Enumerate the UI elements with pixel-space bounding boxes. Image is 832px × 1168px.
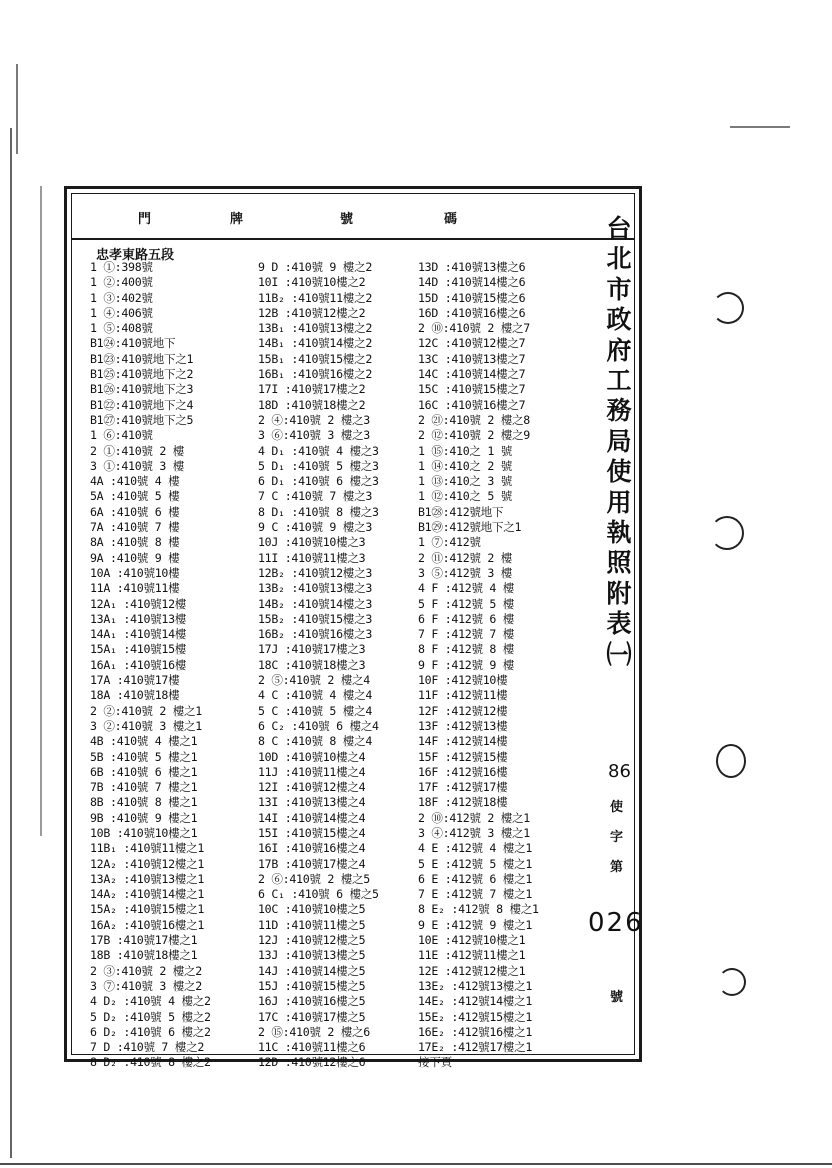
address-entry: 11I :410號11樓之3 (258, 550, 366, 565)
address-entry: 10B :410號10樓之1 (90, 825, 198, 840)
address-entry: 1 ⑬:410之 3 號 (418, 474, 513, 489)
side-title-char: 使 (606, 457, 632, 487)
address-entry: 15D :410號15樓之6 (418, 290, 526, 305)
address-entry: 4 D₁ :410號 4 樓之3 (258, 443, 379, 458)
address-entry: 2 ③:410號 2 樓之2 (90, 963, 202, 978)
address-entry: 16A₁ :410號16樓 (90, 657, 187, 672)
address-entry: 11A :410號11樓 (90, 581, 180, 596)
address-entry: 2 ②:410號 2 樓之1 (90, 703, 202, 718)
address-entry: 17C :410號17樓之5 (258, 1009, 366, 1024)
address-entry: 16C :410號16樓之7 (418, 397, 526, 412)
address-entry: 15A₁ :410號15樓 (90, 642, 187, 657)
address-entry: 1 ②:400號 (90, 275, 153, 290)
address-entry: 6 C₁ :410號 6 樓之5 (258, 887, 379, 902)
address-entry: 10C :410號10樓之5 (258, 902, 366, 917)
address-entry: 6 F :412號 6 樓 (418, 611, 515, 626)
side-document-number: 026 (588, 908, 644, 938)
address-entry: B1㉙:412號地下之1 (418, 520, 522, 535)
address-entry: 16D :410號16樓之6 (418, 305, 526, 320)
address-entry: 6 E :412號 6 樓之1 (418, 871, 533, 886)
address-entry: 2 ⑩:410號 2 樓之7 (418, 321, 530, 336)
address-entry: B1㉓:410號地下之1 (90, 351, 194, 366)
address-entry: 15B₁ :410號15樓之2 (258, 351, 373, 366)
address-entry: B1㉖:410號地下之3 (90, 382, 194, 397)
address-entry: 13A₁ :410號13樓 (90, 611, 187, 626)
side-title-char: 府 (606, 335, 632, 365)
address-entry: 11C :410號11樓之6 (258, 1040, 366, 1055)
address-entry: 5 F :412號 5 樓 (418, 596, 515, 611)
address-entry: 2 ⑩:412號 2 樓之1 (418, 810, 530, 825)
scan-edge-line (730, 126, 790, 128)
address-entry: 10I :410號10樓之2 (258, 275, 366, 290)
side-char-hao: 號 (610, 990, 624, 1005)
address-entry: 16I :410號16樓之4 (258, 841, 366, 856)
address-column-1 (90, 260, 255, 1071)
address-entry: 4B :410號 4 樓之1 (90, 734, 198, 749)
address-entry: 10F :412號10樓 (418, 673, 508, 688)
address-entry: 5 D₁ :410號 5 樓之3 (258, 458, 379, 473)
address-entry: 14B₂ :410號14樓之3 (258, 596, 373, 611)
address-entry: 17B :410號17樓之4 (258, 856, 366, 871)
address-entry: 10E :412號10樓之1 (418, 933, 526, 948)
address-entry: 13J :410號13樓之5 (258, 948, 366, 963)
address-entry: 1 ⑤:408號 (90, 321, 153, 336)
address-entry: 3 ②:410號 3 樓之1 (90, 718, 202, 733)
address-entry: 10D :410號10樓之4 (258, 749, 366, 764)
address-entry: 11E :412號11樓之1 (418, 948, 526, 963)
punch-hole (710, 516, 744, 550)
address-entry: 7 C :410號 7 樓之3 (258, 489, 373, 504)
side-char: 字 (610, 830, 624, 845)
side-title-char: 執 (606, 518, 632, 548)
side-title-char: 台 (606, 214, 632, 243)
header-cell: 牌 (230, 212, 244, 227)
address-entry: 16B₂ :410號16樓之3 (258, 627, 373, 642)
side-title-char: ㈠ (606, 639, 632, 669)
address-entry: 5B :410號 5 樓之1 (90, 749, 198, 764)
address-entry: 8 E₂ :412號 8 樓之1 (418, 902, 539, 917)
address-entry: 15I :410號15樓之4 (258, 825, 366, 840)
address-entry: 11F :412號11樓 (418, 688, 508, 703)
address-entry: B1㉘:412號地下 (418, 504, 504, 519)
address-entry: 8 D₁ :410號 8 樓之3 (258, 504, 379, 519)
side-title-char: 工 (606, 366, 632, 396)
address-entry: 10J :410號10樓之3 (258, 535, 366, 550)
address-entry: 2 ④:410號 2 樓之3 (258, 412, 370, 427)
scan-edge-line (0, 1163, 832, 1165)
address-entry: 9 C :410號 9 樓之3 (258, 520, 373, 535)
address-entry: 17E₂ :412號17樓之1 (418, 1040, 533, 1055)
side-title-char: 用 (606, 487, 632, 517)
address-entry: 14A₂ :410號14樓之1 (90, 887, 205, 902)
address-entry: 2 ⑥:410號 2 樓之5 (258, 871, 370, 886)
address-entry: 14I :410號14樓之4 (258, 810, 366, 825)
address-entry: 9B :410號 9 樓之1 (90, 810, 198, 825)
address-entry: 5 C :410號 5 樓之4 (258, 703, 373, 718)
address-entry: 18D :410號18樓之2 (258, 397, 366, 412)
address-entry: 13F :412號13樓 (418, 718, 508, 733)
address-entry: 11J :410號11樓之4 (258, 764, 366, 779)
side-title-char: 務 (606, 396, 632, 426)
address-entry: 接下頁 (418, 1055, 452, 1070)
address-entry: 14C :410號14樓之7 (418, 367, 526, 382)
address-entry: 4 E :412號 4 樓之1 (418, 841, 533, 856)
address-entry: 12J :410號12樓之5 (258, 933, 366, 948)
address-entry: 14J :410號14樓之5 (258, 963, 366, 978)
punch-hole (712, 292, 744, 324)
address-entry: 16J :410號16樓之5 (258, 994, 366, 1009)
address-entry: 6 C₂ :410號 6 樓之4 (258, 718, 379, 733)
address-entry: 9A :410號 9 樓 (90, 550, 180, 565)
side-title-char: 北 (606, 244, 632, 274)
address-entry: 17A :410號17樓 (90, 673, 180, 688)
address-entry: 8A :410號 8 樓 (90, 535, 180, 550)
scan-edge-line (10, 128, 12, 1158)
address-entry: 15B₂ :410號15樓之3 (258, 611, 373, 626)
table-inner-border (71, 193, 635, 1070)
table-header-row (72, 194, 634, 240)
address-entry: 12E :412號12樓之1 (418, 963, 526, 978)
address-column-3 (418, 260, 583, 1071)
address-entry: 3 ⑦:410號 3 樓之2 (90, 978, 202, 993)
address-entry: 8 D₂ :410號 8 樓之2 (90, 1055, 211, 1070)
address-entry: 1 ⑦:412號 (418, 535, 481, 550)
address-entry: 2 ①:410號 2 樓 (90, 443, 185, 458)
side-title-char: 照 (606, 548, 632, 578)
address-entry: 13C :410號13樓之7 (418, 351, 526, 366)
address-entry: 4 F :412號 4 樓 (418, 581, 515, 596)
address-entry: 3 ④:412號 3 樓之1 (418, 825, 530, 840)
address-entry: 1 ①:398號 (90, 260, 153, 274)
address-entry: 12B :410號12樓之2 (258, 305, 366, 320)
address-entry: 1 ⑫:410之 5 號 (418, 489, 513, 504)
address-entry: 12A₂ :410號12樓之1 (90, 856, 205, 871)
address-entry: 15F :412號15樓 (418, 749, 508, 764)
address-entry: 5A :410號 5 樓 (90, 489, 180, 504)
address-entry: 2 ⑫:410號 2 樓之9 (418, 428, 530, 443)
side-title (604, 214, 634, 670)
address-entry: 8 F :412號 8 樓 (418, 642, 515, 657)
address-entry: 12D :410號12樓之6 (258, 1055, 366, 1070)
address-entry: 18B :410號18樓之1 (90, 948, 198, 963)
punch-hole (718, 968, 746, 996)
address-entry: 13D :410號13樓之6 (418, 260, 526, 274)
address-entry: 16A₂ :410號16樓之1 (90, 917, 205, 932)
address-entry: B1㉒:410號地下之4 (90, 397, 194, 412)
address-entry: 4A :410號 4 樓 (90, 474, 180, 489)
header-cell: 門 (138, 212, 152, 227)
address-entry: 4 D₂ :410號 4 樓之2 (90, 994, 211, 1009)
address-entry: 1 ③:402號 (90, 290, 153, 305)
address-entry: 14B₁ :410號14樓之2 (258, 336, 373, 351)
address-entry: B1㉕:410號地下之2 (90, 367, 194, 382)
address-entry: 15A₂ :410號15樓之1 (90, 902, 205, 917)
address-entry: 17F :412號17樓 (418, 780, 508, 795)
address-entry: 8B :410號 8 樓之1 (90, 795, 198, 810)
punch-hole (716, 744, 746, 778)
address-entry: 3 ⑥:410號 3 樓之3 (258, 428, 370, 443)
address-entry: 3 ⑤:412號 3 樓 (418, 565, 513, 580)
address-entry: 10A :410號10樓 (90, 565, 180, 580)
address-entry: 9 F :412號 9 樓 (418, 657, 515, 672)
address-entry: 6B :410號 6 樓之1 (90, 764, 198, 779)
address-entry: 5 E :412號 5 樓之1 (418, 856, 533, 871)
address-entry: 18C :410號18樓之3 (258, 657, 366, 672)
address-entry: 14A₁ :410號14樓 (90, 627, 187, 642)
address-entry: 3 ①:410號 3 樓 (90, 458, 185, 473)
address-entry: 17I :410號17樓之2 (258, 382, 366, 397)
side-char: 使 (610, 800, 624, 815)
address-entry: 2 ⑤:410號 2 樓之4 (258, 673, 370, 688)
address-entry: 18F :412號18樓 (418, 795, 508, 810)
address-entry: 7 D :410號 7 樓之2 (90, 1040, 205, 1055)
address-entry: 11D :410號11樓之5 (258, 917, 366, 932)
address-entry: 2 ⑪:412號 2 樓 (418, 550, 513, 565)
address-entry: 6A :410號 6 樓 (90, 504, 180, 519)
address-entry: 7 E :412號 7 樓之1 (418, 887, 533, 902)
address-entry: 14E₂ :412號14樓之1 (418, 994, 533, 1009)
address-entry: 13I :410號13樓之4 (258, 795, 366, 810)
address-entry: 6 D₁ :410號 6 樓之3 (258, 474, 379, 489)
address-entry: 7A :410號 7 樓 (90, 520, 180, 535)
address-entry: 11B₁ :410號11樓之1 (90, 841, 205, 856)
address-entry: 5 D₂ :410號 5 樓之2 (90, 1009, 211, 1024)
address-entry: 11B₂ :410號11樓之2 (258, 290, 373, 305)
header-cell: 碼 (444, 212, 458, 227)
address-entry: 12A₁ :410號12樓 (90, 596, 187, 611)
section-title: 忠孝東路五段 (96, 248, 175, 263)
address-entry: 16F :412號16樓 (418, 764, 508, 779)
address-entry: 14D :410號14樓之6 (418, 275, 526, 290)
address-entry: 12C :410號12樓之7 (418, 336, 526, 351)
document-table-frame (64, 186, 642, 1070)
address-entry: 7 F :412號 7 樓 (418, 627, 515, 642)
address-entry: 7B :410號 7 樓之1 (90, 780, 198, 795)
address-entry: 1 ④:406號 (90, 305, 153, 320)
address-entry: 12B₂ :410號12樓之3 (258, 565, 373, 580)
header-cell: 號 (340, 212, 354, 227)
scan-edge-line (40, 186, 42, 836)
address-entry: 12F :412號12樓 (418, 703, 508, 718)
address-entry: B1㉗:410號地下之5 (90, 412, 194, 427)
side-title-char: 局 (606, 426, 632, 456)
address-entry: 13B₂ :410號13樓之3 (258, 581, 373, 596)
side-number: 86 (608, 761, 631, 782)
address-entry: 1 ⑭:410之 2 號 (418, 458, 513, 473)
address-entry: 13B₁ :410號13樓之2 (258, 321, 373, 336)
address-entry: 4 C :410號 4 樓之4 (258, 688, 373, 703)
side-title-char: 政 (606, 305, 632, 335)
address-entry: 16E₂ :412號16樓之1 (418, 1024, 533, 1039)
side-title-char: 附 (606, 578, 632, 608)
address-entry: 14F :412號14樓 (418, 734, 508, 749)
address-entry: 1 ⑥:410號 (90, 428, 153, 443)
address-entry: 1 ⑮:410之 1 號 (418, 443, 513, 458)
address-entry: 9 D :410號 9 樓之2 (258, 260, 373, 274)
address-entry: 13E₂ :412號13樓之1 (418, 978, 533, 993)
address-entry: 13A₂ :410號13樓之1 (90, 871, 205, 886)
address-entry: 12I :410號12樓之4 (258, 780, 366, 795)
side-title-char: 表 (606, 609, 632, 639)
address-entry: 2 ㉑:410號 2 樓之8 (418, 412, 530, 427)
address-column-2 (258, 260, 423, 1071)
address-entry: 6 D₂ :410號 6 樓之2 (90, 1024, 211, 1039)
address-entry: 15J :410號15樓之5 (258, 978, 366, 993)
scan-edge-line (16, 64, 18, 154)
side-title-char: 市 (606, 274, 632, 304)
address-entry: 9 E :412號 9 樓之1 (418, 917, 533, 932)
address-entry: 8 C :410號 8 樓之4 (258, 734, 373, 749)
address-entry: 17B :410號17樓之1 (90, 933, 198, 948)
address-entry: 15C :410號15樓之7 (418, 382, 526, 397)
side-char: 第 (610, 860, 624, 875)
address-entry: 16B₁ :410號16樓之2 (258, 367, 373, 382)
address-entry: B1㉔:410號地下 (90, 336, 176, 351)
address-entry: 2 ⑮:410號 2 樓之6 (258, 1024, 370, 1039)
address-entry: 15E₂ :412號15樓之1 (418, 1009, 533, 1024)
address-entry: 17J :410號17樓之3 (258, 642, 366, 657)
address-entry: 18A :410號18樓 (90, 688, 180, 703)
